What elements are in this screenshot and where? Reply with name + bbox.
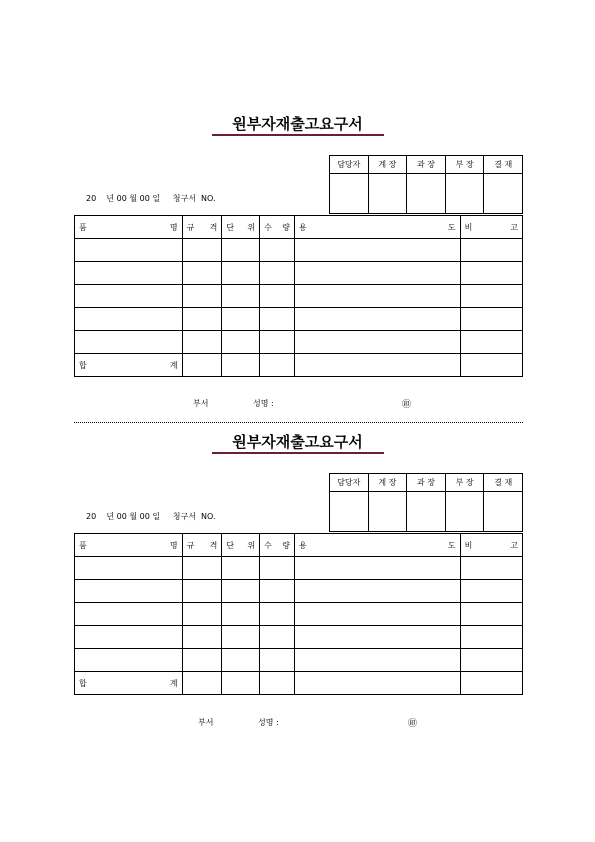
remarks-cell[interactable] bbox=[460, 285, 522, 308]
purpose-cell[interactable] bbox=[294, 285, 460, 308]
total-remarks-cell[interactable] bbox=[460, 354, 522, 377]
quantity-cell[interactable] bbox=[260, 603, 295, 626]
table-row bbox=[75, 649, 523, 672]
quantity-cell[interactable] bbox=[260, 239, 295, 262]
column-header-5: 비 고 bbox=[460, 216, 522, 239]
signature-cell[interactable] bbox=[445, 492, 484, 532]
remarks-cell[interactable] bbox=[460, 649, 522, 672]
unit-cell[interactable] bbox=[222, 308, 260, 331]
signature-cell[interactable] bbox=[368, 492, 407, 532]
remarks-cell[interactable] bbox=[460, 262, 522, 285]
column-header-0: 품 명 bbox=[75, 534, 183, 557]
unit-cell[interactable] bbox=[222, 285, 260, 308]
unit-cell[interactable] bbox=[222, 557, 260, 580]
table-row bbox=[75, 239, 523, 262]
purpose-cell[interactable] bbox=[294, 262, 460, 285]
remarks-cell[interactable] bbox=[460, 308, 522, 331]
total-purpose-cell[interactable] bbox=[294, 672, 460, 695]
spec-cell[interactable] bbox=[182, 557, 222, 580]
seal-mark: ㊞ bbox=[402, 400, 412, 410]
remarks-cell[interactable] bbox=[460, 239, 522, 262]
signature-cell[interactable] bbox=[330, 492, 369, 532]
date-request-line: 20 년 00 월 00 일 청구서 NO. bbox=[86, 194, 216, 203]
table-row bbox=[75, 603, 523, 626]
purpose-cell[interactable] bbox=[294, 331, 460, 354]
column-header-5: 비 고 bbox=[460, 534, 522, 557]
item-name-cell[interactable] bbox=[75, 603, 183, 626]
spec-cell[interactable] bbox=[182, 626, 222, 649]
spec-cell[interactable] bbox=[182, 308, 222, 331]
total-spec-cell[interactable] bbox=[182, 672, 222, 695]
spec-cell[interactable] bbox=[182, 331, 222, 354]
approval-header-chief: 계 장 bbox=[368, 156, 407, 174]
form-title: 원부자재출고요구서 bbox=[232, 433, 363, 451]
quantity-cell[interactable] bbox=[260, 331, 295, 354]
total-unit-cell[interactable] bbox=[222, 354, 260, 377]
name-label: 성명 : bbox=[258, 718, 279, 727]
item-name-cell[interactable] bbox=[75, 308, 183, 331]
column-header-1: 규 격 bbox=[182, 534, 222, 557]
form-title: 원부자재출고요구서 bbox=[232, 115, 363, 133]
approval-header-section: 과 장 bbox=[407, 156, 446, 174]
items-table bbox=[74, 533, 523, 695]
signature-cell[interactable] bbox=[407, 174, 446, 214]
approval-header-approval: 결 재 bbox=[484, 474, 523, 492]
column-header-3: 수 량 bbox=[260, 534, 295, 557]
remarks-cell[interactable] bbox=[460, 331, 522, 354]
total-row bbox=[75, 354, 523, 377]
total-remarks-cell[interactable] bbox=[460, 672, 522, 695]
quantity-cell[interactable] bbox=[260, 649, 295, 672]
quantity-cell[interactable] bbox=[260, 580, 295, 603]
unit-cell[interactable] bbox=[222, 331, 260, 354]
purpose-cell[interactable] bbox=[294, 580, 460, 603]
purpose-cell[interactable] bbox=[294, 626, 460, 649]
spec-cell[interactable] bbox=[182, 649, 222, 672]
table-row bbox=[75, 285, 523, 308]
unit-cell[interactable] bbox=[222, 580, 260, 603]
signature-cell[interactable] bbox=[484, 174, 523, 214]
spec-cell[interactable] bbox=[182, 239, 222, 262]
approval-box bbox=[329, 155, 523, 214]
approval-header-dept: 부 장 bbox=[445, 474, 484, 492]
total-quantity-cell[interactable] bbox=[260, 354, 295, 377]
title-underline bbox=[212, 134, 384, 136]
total-row bbox=[75, 672, 523, 695]
column-header-3: 수 량 bbox=[260, 216, 295, 239]
item-name-cell[interactable] bbox=[75, 626, 183, 649]
spec-cell[interactable] bbox=[182, 285, 222, 308]
column-header-2: 단 위 bbox=[222, 216, 260, 239]
table-row bbox=[75, 580, 523, 603]
table-row bbox=[75, 626, 523, 649]
quantity-cell[interactable] bbox=[260, 262, 295, 285]
column-header-1: 규 격 bbox=[182, 216, 222, 239]
dept-label: 부서 bbox=[198, 718, 214, 727]
approval-header-chief: 계 장 bbox=[368, 474, 407, 492]
unit-cell[interactable] bbox=[222, 626, 260, 649]
signature-cell[interactable] bbox=[407, 492, 446, 532]
purpose-cell[interactable] bbox=[294, 649, 460, 672]
spec-cell[interactable] bbox=[182, 580, 222, 603]
column-header-4: 용 도 bbox=[294, 534, 460, 557]
column-header-2: 단 위 bbox=[222, 534, 260, 557]
title-underline bbox=[212, 452, 384, 454]
purpose-cell[interactable] bbox=[294, 239, 460, 262]
remarks-cell[interactable] bbox=[460, 580, 522, 603]
total-purpose-cell[interactable] bbox=[294, 354, 460, 377]
quantity-cell[interactable] bbox=[260, 557, 295, 580]
purpose-cell[interactable] bbox=[294, 557, 460, 580]
approval-header-staff: 담당자 bbox=[330, 156, 369, 174]
item-name-cell[interactable] bbox=[75, 557, 183, 580]
signature-cell[interactable] bbox=[330, 174, 369, 214]
items-table bbox=[74, 215, 523, 377]
purpose-cell[interactable] bbox=[294, 603, 460, 626]
approval-header-dept: 부 장 bbox=[445, 156, 484, 174]
item-name-cell[interactable] bbox=[75, 331, 183, 354]
signature-cell[interactable] bbox=[445, 174, 484, 214]
unit-cell[interactable] bbox=[222, 262, 260, 285]
table-row bbox=[75, 557, 523, 580]
unit-cell[interactable] bbox=[222, 649, 260, 672]
total-unit-cell[interactable] bbox=[222, 672, 260, 695]
cut-line-divider bbox=[74, 422, 523, 423]
total-quantity-cell[interactable] bbox=[260, 672, 295, 695]
table-row bbox=[75, 308, 523, 331]
purpose-cell[interactable] bbox=[294, 308, 460, 331]
unit-cell[interactable] bbox=[222, 239, 260, 262]
item-name-cell[interactable] bbox=[75, 239, 183, 262]
dept-label: 부서 bbox=[193, 399, 209, 408]
column-header-4: 용 도 bbox=[294, 216, 460, 239]
item-name-cell[interactable] bbox=[75, 580, 183, 603]
approval-header-staff: 담당자 bbox=[330, 474, 369, 492]
approval-header-approval: 결 재 bbox=[484, 156, 523, 174]
remarks-cell[interactable] bbox=[460, 626, 522, 649]
table-row bbox=[75, 331, 523, 354]
name-label: 성명 : bbox=[253, 399, 274, 408]
seal-mark: ㊞ bbox=[408, 719, 418, 729]
quantity-cell[interactable] bbox=[260, 626, 295, 649]
spec-cell[interactable] bbox=[182, 262, 222, 285]
quantity-cell[interactable] bbox=[260, 308, 295, 331]
remarks-cell[interactable] bbox=[460, 603, 522, 626]
approval-box bbox=[329, 473, 523, 532]
total-label-cell: 합 계 bbox=[75, 354, 183, 377]
remarks-cell[interactable] bbox=[460, 557, 522, 580]
signature-cell[interactable] bbox=[484, 492, 523, 532]
signature-cell[interactable] bbox=[368, 174, 407, 214]
quantity-cell[interactable] bbox=[260, 285, 295, 308]
item-name-cell[interactable] bbox=[75, 285, 183, 308]
table-row bbox=[75, 262, 523, 285]
unit-cell[interactable] bbox=[222, 603, 260, 626]
approval-header-section: 과 장 bbox=[407, 474, 446, 492]
date-request-line: 20 년 00 월 00 일 청구서 NO. bbox=[86, 512, 216, 521]
item-name-cell[interactable] bbox=[75, 649, 183, 672]
total-spec-cell[interactable] bbox=[182, 354, 222, 377]
total-label-cell: 합 계 bbox=[75, 672, 183, 695]
item-name-cell[interactable] bbox=[75, 262, 183, 285]
column-header-0: 품 명 bbox=[75, 216, 183, 239]
spec-cell[interactable] bbox=[182, 603, 222, 626]
